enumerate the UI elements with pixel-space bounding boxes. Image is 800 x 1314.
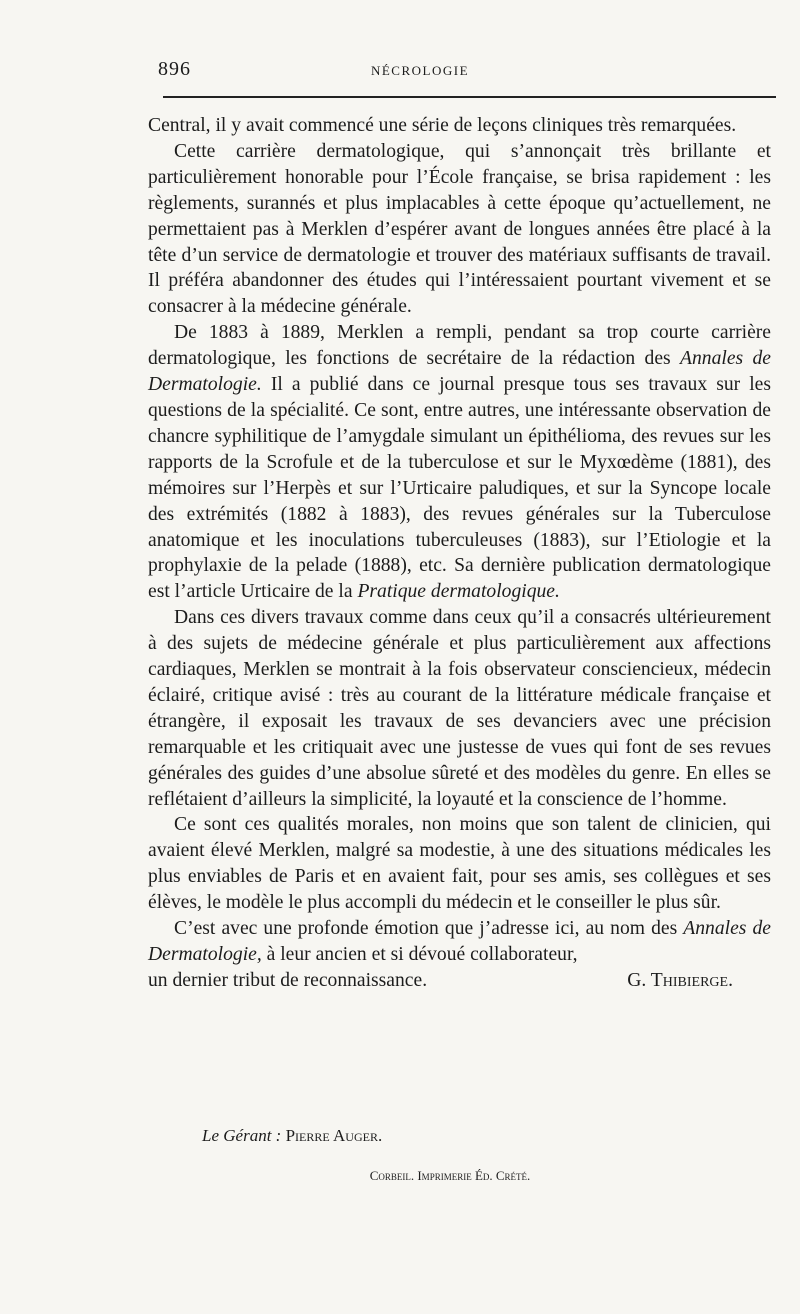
managing-editor bbox=[202, 1126, 382, 1146]
journal-title-annales-2: Annales de Dermatologie, bbox=[148, 918, 771, 965]
manager-name: Pierre Auger. bbox=[285, 1126, 383, 1145]
author-signature: G. Thibierge. bbox=[627, 969, 733, 991]
paragraph-6-text-b: à leur ancien et si dévoué collaborateur, bbox=[261, 944, 578, 965]
paragraph-3 bbox=[148, 320, 771, 605]
closing-text: un dernier tribut de reconnaissance. bbox=[148, 969, 428, 991]
article-body bbox=[148, 113, 771, 994]
journal-title-annales: Annales de Dermatologie. bbox=[148, 348, 771, 396]
paragraph-4: Dans ces divers travaux comme dans ceux qu’il a consacrés ultérieurement à des sujets de médecine générale et plus particulièrement aux affections cardiaques, Merklen se montrait à la fois observateur consciencieux, médecin éclairé, critique avisé : très au courant de la littérature médicale française et étrangère, il exposait les travaux de ses devanciers avec une précision remarquable et les critiquait avec une justesse de vues qui font de ses revues générales des guides d’une absolue sûreté et des modèles du genre. En elles se reflétaient d’ailleurs la simplicité, la loyauté et la conscience de l’homme. bbox=[148, 607, 771, 810]
running-title: NÉCROLOGIE bbox=[370, 63, 470, 78]
page-number: 896 bbox=[158, 58, 191, 80]
manager-label: Le Gérant : bbox=[202, 1126, 282, 1145]
paragraph-2: Cette carrière dermatologique, qui s’annonçait très brillante et particulièrement honorable pour l’École française, se brisa rapidement : les règlements, surannés et plus implacables à cette époque qu’actuellement, ne permettaient pas à Merklen d’espérer avant de longues années être placé à la tête d’un service de dermatologie et trouver des matériaux suffisants de travail. Il préféra abandonner des études qui l’intéressaient pourtant vivement et se consacrer à la médecine générale. bbox=[148, 140, 771, 318]
paragraph-1: Central, il y avait commencé une série de leçons cliniques très remarquées. bbox=[148, 115, 737, 136]
paragraph-6 bbox=[148, 916, 771, 968]
header-rule bbox=[163, 96, 776, 98]
paragraph-3-text-b: Il a publié dans ce journal presque tous ses travaux sur les questions de la spécialité. Ce sont, entre autres, une intéressante observation de chancre syphilitique de l’amygdale simulant un épithélioma, des revues sur les rapports de la Scrofule et de la tuberculose et sur le Myxœdème (1881), des mémoires sur l’Herpès et sur l’Urticaire paludiques, et sur la Syncope locale des extrémités (1882 à 1883), des revues générales sur la Tuberculose anatomique et les inoculations tuberculeuses (1883), sur l’Etiologie et la prophylaxie de la pelade (1888), etc. Sa dernière publication dermatologique est l’article Urticaire de la bbox=[148, 374, 771, 603]
paragraph-3-text-a: De 1883 à 1889, Merklen a rempli, pendant sa trop courte carrière dermatologique, les fonctions de secrétaire de la rédaction des bbox=[148, 322, 771, 370]
printer-imprint: Corbeil. Imprimerie Éd. Crété. bbox=[369, 1168, 531, 1183]
paragraph-6-text-a: C’est avec une profonde émotion que j’adresse ici, au nom des bbox=[174, 918, 684, 940]
paragraph-5: Ce sont ces qualités morales, non moins que son talent de clinicien, qui avaient élevé Merklen, malgré sa modestie, à une des situations médicales les plus enviables de Paris et en avaient fait, pour ses amis, ses collègues et ses élèves, le modèle le plus accompli du médecin et le conseiller le plus sûr. bbox=[148, 814, 771, 914]
publication-title-pratique: Pratique dermatologique. bbox=[357, 581, 560, 603]
closing-line bbox=[148, 968, 771, 994]
